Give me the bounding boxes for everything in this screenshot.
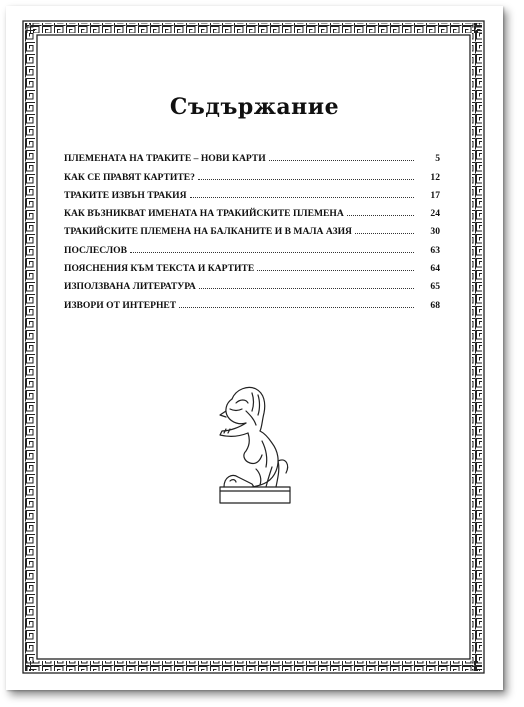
toc-entry <box>64 274 440 292</box>
toc-entry <box>64 237 440 255</box>
toc-entry <box>64 146 440 164</box>
toc-entry-page: 63 <box>430 244 440 256</box>
toc-entry-title: ПЛЕМЕНАТА НА ТРАКИТЕ – НОВИ КАРТИ <box>64 153 266 165</box>
toc-entry-page: 64 <box>430 263 440 275</box>
toc-entry-page: 24 <box>430 208 440 220</box>
dot-leader <box>199 287 414 289</box>
toc-entry <box>64 292 440 310</box>
toc-entry <box>64 201 440 219</box>
toc-entry <box>64 219 440 237</box>
dot-leader <box>269 159 414 161</box>
dot-leader <box>198 178 414 180</box>
toc-entry-title: ТРАКИТЕ ИЗВЪН ТРАКИЯ <box>64 189 187 201</box>
toc-entry-title: КАК ВЪЗНИКВАТ ИМЕНАТА НА ТРАКИЙСКИТЕ ПЛЕМЕНА <box>64 208 344 220</box>
toc-entry-page: 65 <box>430 281 440 293</box>
book-page <box>6 6 503 690</box>
toc-entry <box>64 256 440 274</box>
toc-entry-page: 17 <box>430 189 440 201</box>
toc-entry <box>64 164 440 182</box>
toc-entry-page: 5 <box>435 153 440 165</box>
page-title: Съдържание <box>169 94 340 120</box>
dot-leader <box>355 232 414 234</box>
dot-leader <box>257 269 414 271</box>
toc-entry-title: ПОСЛЕСЛОВ <box>64 244 127 256</box>
toc-entry-page: 68 <box>430 299 440 311</box>
lion-statue-illustration <box>206 381 296 506</box>
dot-leader <box>179 306 414 308</box>
toc-entry-title: ИЗПОЛЗВАНА ЛИТЕРАТУРА <box>64 281 196 293</box>
toc-entry-title: ПОЯСНЕНИЯ КЪМ ТЕКСТА И КАРТИТЕ <box>64 263 255 275</box>
dot-leader <box>347 214 414 216</box>
toc-entry-title: ТРАКИЙСКИТЕ ПЛЕМЕНА НА БАЛКАНИТЕ И В МАЛА АЗИЯ <box>64 226 352 238</box>
toc-entry-title: КАК СЕ ПРАВЯТ КАРТИТЕ? <box>64 171 195 183</box>
toc-entry-title: ИЗВОРИ ОТ ИНТЕРНЕТ <box>64 299 177 311</box>
toc-entry <box>64 183 440 201</box>
dot-leader <box>190 196 415 198</box>
table-of-contents <box>64 146 440 311</box>
dot-leader <box>130 251 414 253</box>
toc-entry-page: 12 <box>430 171 440 183</box>
toc-entry-page: 30 <box>430 226 440 238</box>
